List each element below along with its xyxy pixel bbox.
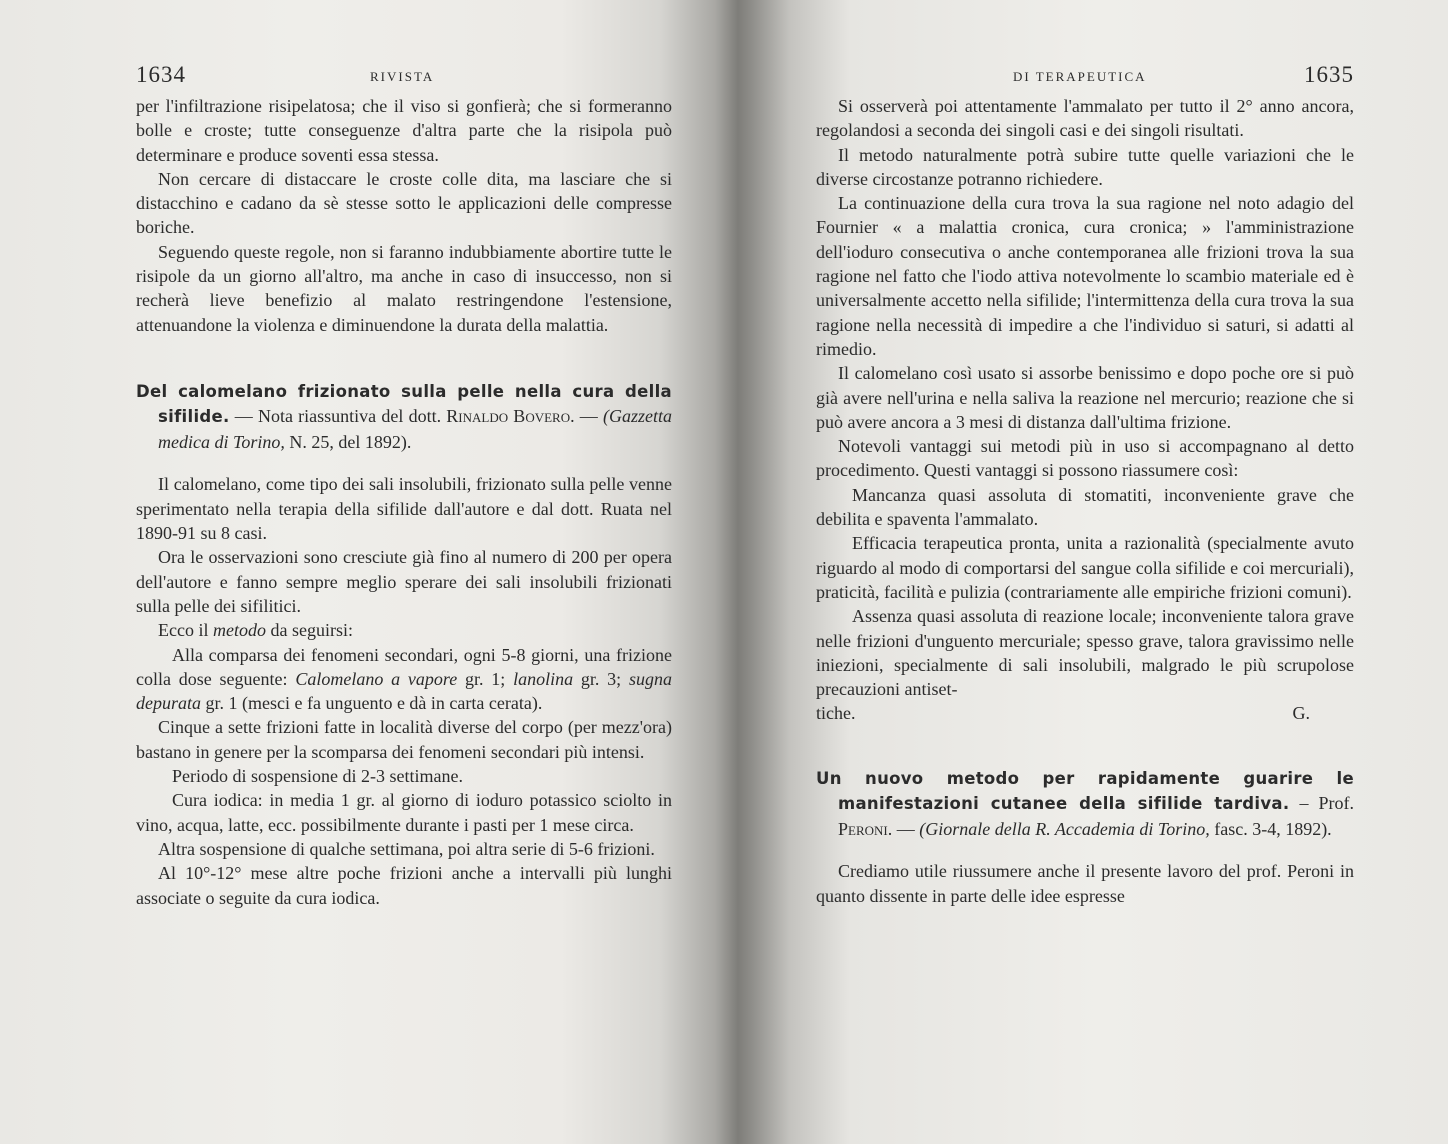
source-journal: (Giornale della R. Accademia di Torino, [919,818,1210,839]
right-page-header [816,60,1354,94]
italic-term: sugna depurata [136,668,672,714]
source-details: fasc. 3-4, 1892). [1209,818,1332,839]
paragraph: Periodo di sospensione di 2-3 settimane. [172,766,463,787]
running-title: DI TERAPEUTICA [1013,69,1147,84]
source-journal: (Gazzetta medica di Torino, [158,406,672,452]
signature: G. [1292,703,1310,724]
paragraph: Non cercare di distaccare le croste colle dita, ma lasciare che si distacchino e cadano da sè stesse sotto le applicazioni delle compresse boriche. [136,168,672,238]
page-number: 1635 [1304,62,1354,87]
paragraph: Ora le osservazioni sono cresciute già fino al numero di 200 per opera dell'autore e fanno sempre meglio sperare dei sali insolubili frizionati sulla pelle dei sifilitici. [136,547,672,616]
left-page-header [136,60,672,94]
author-name: Rinaldo Bovero [446,406,571,427]
paragraph-end: tiche. [816,703,856,724]
author-name: Peroni [838,818,888,839]
text-run: gr. 3; [573,668,629,689]
running-title: RIVISTA [370,69,435,84]
text-run: gr. 1 (mesci e fa unguento e dà in carta cerata). [201,693,543,714]
heading-text: . — [887,818,920,839]
page-number: 1634 [136,62,186,87]
paragraph: Efficacia terapeutica pronta, unita a razionalità (specialmente avuto riguardo al modo di comportarsi del sangue colla sifilide e coi mercuriali), praticità, facilità e pulizia (contrariamente alle empiriche frizioni comuni). [816,533,1354,602]
italic-term: metodo [212,620,266,641]
paragraph [136,618,672,642]
right-page [816,60,1354,908]
paragraph: Assenza quasi assoluta di reazione locale; inconveniente talora grave nelle frizioni d'unguento mercuriale; spesso grave, talora gravissimo nelle iniezioni, specialmente di sali insolubili, malgrado le più scrupolose precauzioni antiset- [816,606,1354,700]
paragraph: Crediamo utile riussumere anche il presente lavoro del prof. Peroni in quanto dissente in parte delle idee espresse [816,861,1354,906]
paragraph [136,643,672,716]
source-details: N. 25, del 1892). [284,431,412,452]
paragraph: Si osserverà poi attentamente l'ammalato per tutto il 2° anno ancora, regolandosi a seconda dei singoli casi e dei singoli risultati. [816,96,1354,141]
paragraph: Altra sospensione di qualche settimana, poi altra serie di 5-6 frizioni. [158,838,655,859]
paragraph: Al 10°-12° mese altre poche frizioni anche a intervalli più lunghi associate o seguite da cura iodica. [136,863,672,908]
heading-text: . — [570,406,603,427]
paragraph: Cinque a sette frizioni fatte in località diverse del corpo (per mezz'ora) bastano in genere per la scomparsa dei fenomeni secondari più intensi. [136,717,672,762]
text-run: da seguirsi: [265,620,353,641]
article-heading [136,379,672,455]
italic-term: lanolina [513,668,574,689]
signature-line [816,701,1354,725]
paragraph: Il calomelano, come tipo dei sali insolubili, frizionato sulla pelle venne sperimentato nella terapia della sifilide dall'autore e dal dott. Ruata nel 1890-91 su 8 casi. [136,474,672,544]
paragraph: Notevoli vantaggi sui metodi più in uso si accompagnano al detto procedimento. Questi vantaggi si possono riassumere così: [816,436,1354,481]
heading-text: — Nota riassuntiva del dott. [229,406,447,427]
article-title: Un nuovo metodo per rapidamente guarire le manifestazioni cutanee della sifilide tardiva. [816,768,1354,814]
spacer [816,841,1354,859]
paragraph: Mancanza quasi assoluta di stomatiti, inconveniente grave che debilita e spaventa l'ammalato. [816,484,1354,530]
left-page [136,60,672,910]
spacer [136,454,672,472]
paragraph: per l'infiltrazione risipelatosa; che il viso si gonfierà; che si formeranno bolle e croste; tutte conseguenze d'altra parte che la risipola può determinare e produce soventi essa stessa. [136,96,672,165]
heading-text: – Prof. [1289,793,1355,814]
article-heading [816,766,1354,842]
paragraph: Cura iodica: in media 1 gr. al giorno di ioduro potassico sciolto in vino, acqua, latte, ecc. possibilmente durante i pasti per 1 mese circa. [136,790,672,835]
paragraph: Il calomelano così usato si assorbe benissimo e dopo poche ore si può già avere nell'urina e nella saliva la reazione nel mercurio; reazione che si può avere ancora a 3 mesi di distanza dall'ultima frizione. [816,363,1354,432]
text-run: Alla comparsa dei fenomeni secondari, ogni 5-8 giorni, una frizione colla dose seguente: [136,644,672,689]
paragraph: La continuazione della cura trova la sua ragione nel noto adagio del Fournier « a malattia cronica, cura cronica; » l'amministrazione dell'ioduro consecutiva o anche contemporanea alle frizioni trova la sua ragione nel fatto che l'iodo attiva notevolmente lo scambio materiale ed è universalmente accetto nella sifilide; l'intermittenza della cura trova la sua ragione nella necessità di impedire a che l'individuo si saturi, si adatti al rimedio. [816,193,1354,359]
paragraph: Seguendo queste regole, non si faranno indubbiamente abortire tutte le risipole da un giorno all'altro, ma anche in caso di insuccesso, non si recherà lieve benefizio al malato restringendone l'estensione, attenuandone la violenza e diminuendone la durata della malattia. [136,241,672,335]
paragraph: Il metodo naturalmente potrà subire tutte quelle variazioni che le diverse circostanze potranno richiedere. [816,144,1354,189]
italic-term: Calomelano a vapore [295,668,458,689]
article-title: Del calomelano frizionato sulla pelle nella cura della sifilide. [136,381,672,427]
text-run: Ecco il [158,620,213,641]
text-run: gr. 1; [457,668,514,689]
